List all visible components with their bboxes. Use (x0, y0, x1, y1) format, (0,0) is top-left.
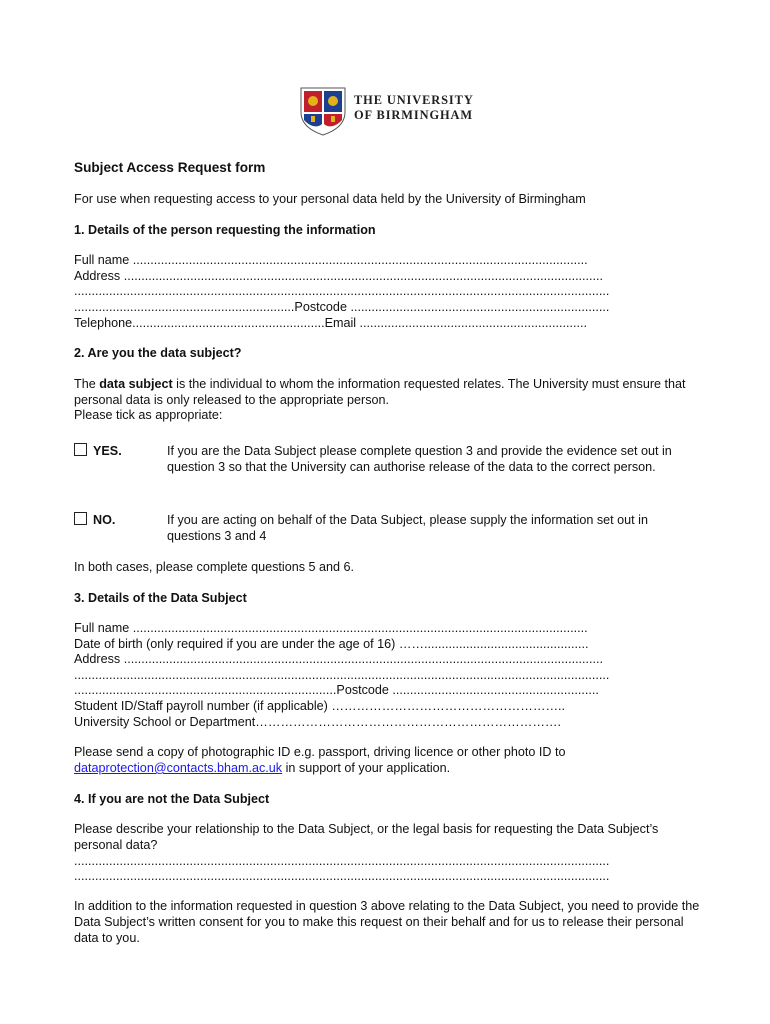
section-4-heading: 4. If you are not the Data Subject (74, 792, 270, 806)
photo-id-instruction: Please send a copy of photographic ID e.g. passport, driving licence or other photo ID to (74, 745, 566, 759)
subject-fullname-field[interactable]: Full name .................................................................................................................................. (74, 621, 588, 635)
university-logo (298, 86, 478, 136)
requester-address-field[interactable]: Address ......................................................................................................................................... (74, 269, 604, 283)
section-2-heading: 2. Are you the data subject? (74, 346, 242, 360)
intro-text: For use when requesting access to your personal data held by the University of Birmingham (74, 192, 586, 206)
photo-id-instruction-2: dataprotection@contacts.bham.ac.uk in support of your application. (74, 761, 451, 775)
relationship-question: Please describe your relationship to the Data Subject, or the legal basis for requesting the Data Subject’s personal data? (74, 822, 659, 852)
requester-postcode-field[interactable]: ...............................................................Postcode .......................................................................... (74, 300, 610, 314)
subject-staff-id-field[interactable]: Student ID/Staff payroll number (if applicable) ……………………………………………….. (74, 699, 566, 713)
no-checkbox[interactable] (74, 512, 87, 525)
subject-dob-field[interactable]: Date of birth (only required if you are under the age of 16) ……............................................... (74, 637, 589, 651)
no-option[interactable]: NO. (74, 512, 115, 528)
relationship-answer-line-2[interactable]: ......................................................................................................................................................... (74, 869, 610, 883)
yes-description: If you are the Data Subject please complete question 3 and provide the evidence set out in question 3 so that the University can authorise release of the data to the correct person. (167, 444, 672, 474)
yes-option[interactable]: YES. (74, 443, 122, 459)
data-subject-term: data subject (99, 377, 173, 391)
requester-telephone-email-field[interactable]: Telephone.......................................................Email ................................................................. (74, 316, 587, 330)
relationship-answer-line-1[interactable]: ......................................................................................................................................................... (74, 854, 610, 868)
subject-address-field[interactable]: Address ......................................................................................................................................... (74, 652, 604, 666)
logo-line-1: THE UNIVERSITY (354, 93, 474, 107)
subject-school-field[interactable]: University School or Department………………………………………………………………. (74, 715, 562, 729)
requester-fullname-field[interactable]: Full name .................................................................................................................................. (74, 253, 588, 267)
section-1-heading: 1. Details of the person requesting the information (74, 223, 376, 237)
crest-icon (298, 86, 348, 136)
email-link[interactable]: dataprotection@contacts.bham.ac.uk (74, 761, 283, 775)
page-title: Subject Access Request form (74, 160, 266, 175)
subject-postcode-field[interactable]: ...........................................................................Postcode ........................................................... (74, 683, 599, 697)
requester-address-line-2[interactable]: ......................................................................................................................................................... (74, 284, 610, 298)
data-subject-definition: The data subject is the individual to whom the information requested relates. The University must ensure that personal data is only released to the appropriate person. (74, 377, 686, 407)
logo-line-2: OF BIRMINGHAM (354, 108, 473, 122)
both-cases-note: In both cases, please complete questions 5 and 6. (74, 560, 355, 574)
tick-instruction: Please tick as appropriate: (74, 408, 223, 422)
yes-checkbox[interactable] (74, 443, 87, 456)
consent-paragraph: In addition to the information requested in question 3 above relating to the Data Subject, you need to provide the Data Subject’s written consent for you to make this request on their behalf and for us to release their personal data to you. (74, 899, 700, 945)
section-3-heading: 3. Details of the Data Subject (74, 591, 247, 605)
no-description: If you are acting on behalf of the Data Subject, please supply the information set out in questions 3 and 4 (167, 513, 648, 543)
subject-address-line-2[interactable]: ......................................................................................................................................................... (74, 668, 610, 682)
